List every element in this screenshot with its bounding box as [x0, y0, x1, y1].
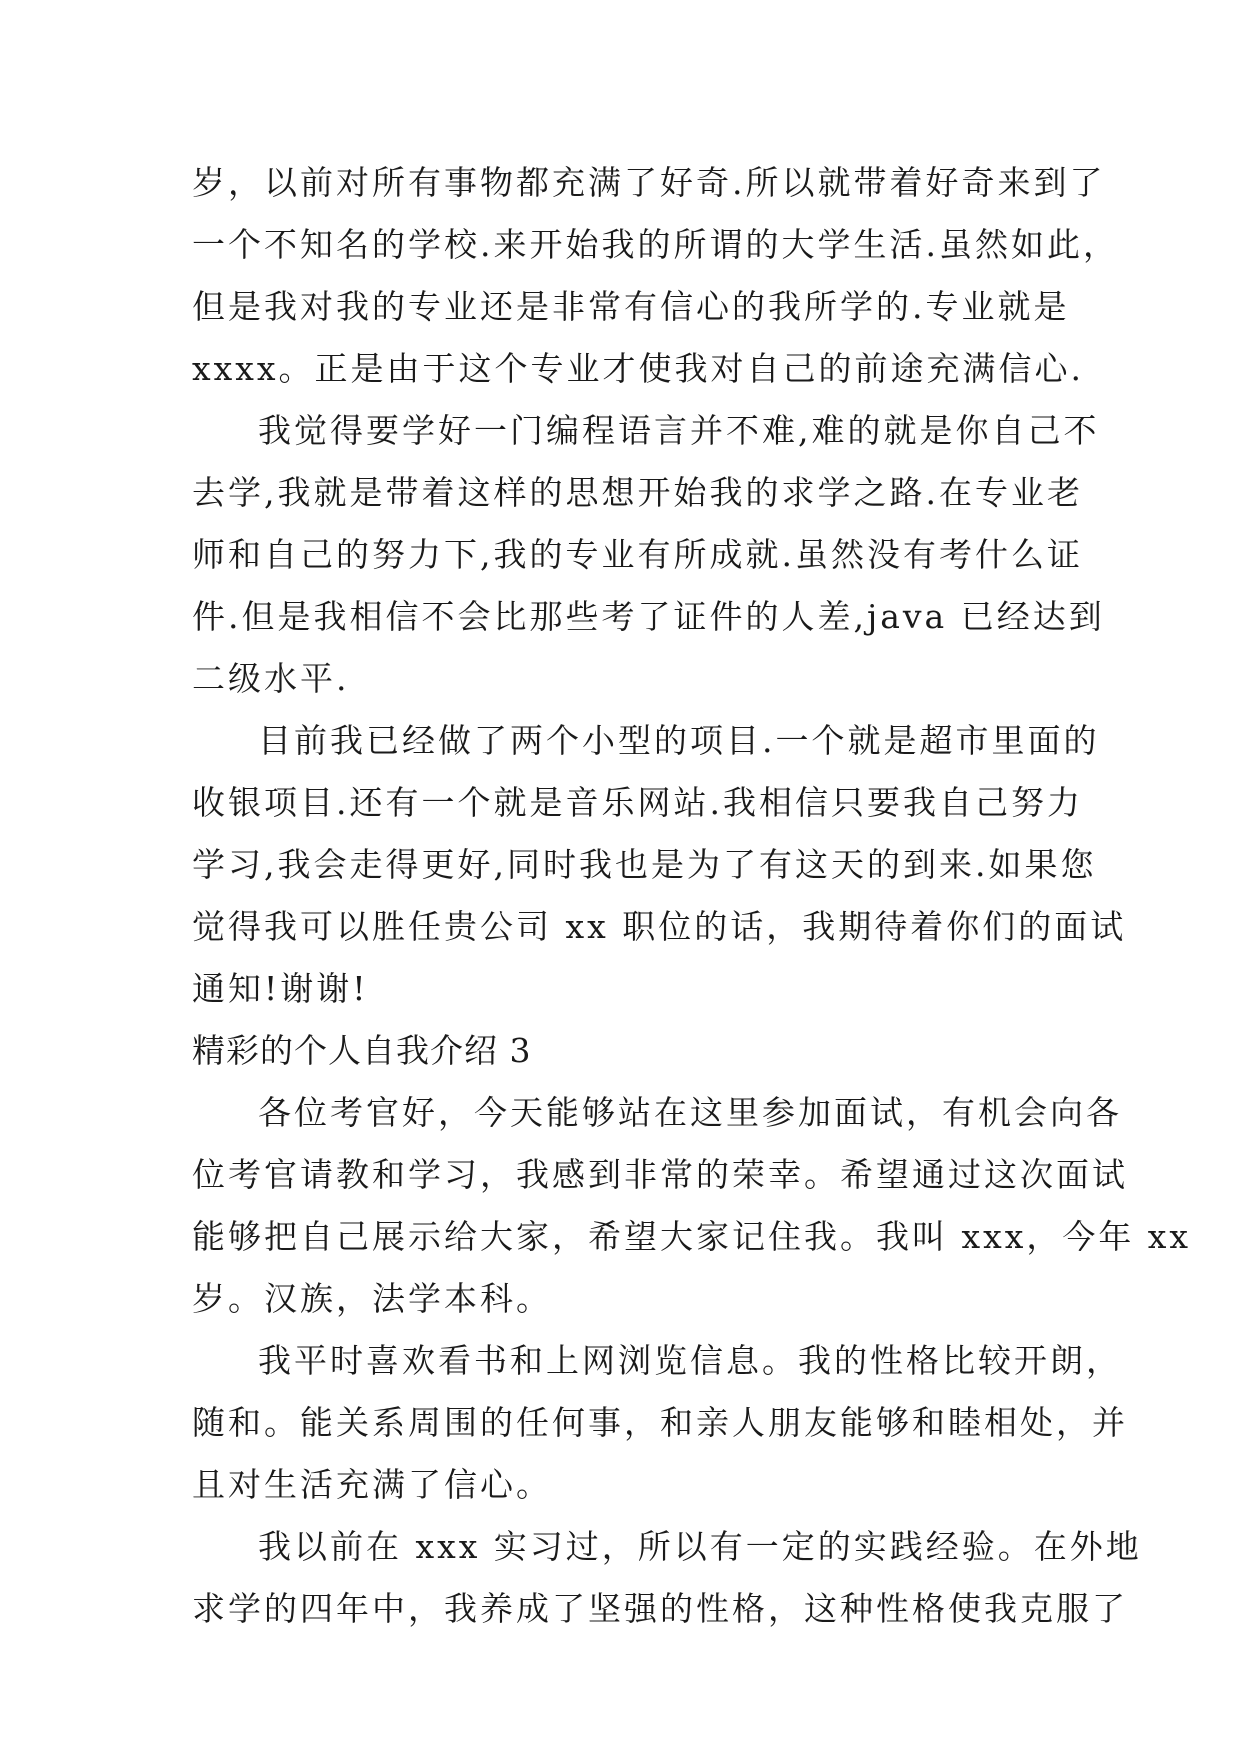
paragraph-first-line: 我平时喜欢看书和上网浏览信息。我的性格比较开朗， — [258, 1341, 1122, 1380]
paragraph-first-line: 目前我已经做了两个小型的项目.一个就是超市里面的 — [258, 721, 1100, 760]
text-line: 岁，以前对所有事物都充满了好奇.所以就带着好奇来到了 — [192, 163, 1106, 202]
paragraph-first-line: 我觉得要学好一门编程语言并不难,难的就是你自己不 — [258, 411, 1100, 450]
text-line: 随和。能关系周围的任何事，和亲人朋友能够和睦相处，并 — [192, 1403, 1128, 1442]
paragraph-first-line: 各位考官好，今天能够站在这里参加面试，有机会向各 — [258, 1093, 1122, 1132]
text-line: xxxx。正是由于这个专业才使我对自己的前途充满信心. — [192, 349, 1084, 388]
text-line: 一个不知名的学校.来开始我的所谓的大学生活.虽然如此， — [192, 225, 1119, 264]
text-line: 通知!谢谢! — [192, 969, 369, 1008]
text-line: 且对生活充满了信心。 — [192, 1465, 552, 1504]
text-line: 收银项目.还有一个就是音乐网站.我相信只要我自己努力 — [192, 783, 1083, 822]
text-line: 件.但是我相信不会比那些考了证件的人差,java 已经达到 — [192, 597, 1105, 636]
document-body — [192, 152, 1192, 1640]
text-line: 但是我对我的专业还是非常有信心的我所学的.专业就是 — [192, 287, 1070, 326]
text-line: 学习,我会走得更好,同时我也是为了有这天的到来.如果您 — [192, 845, 1097, 884]
text-line: 师和自己的努力下,我的专业有所成就.虽然没有考什么证 — [192, 535, 1083, 574]
text-line: 能够把自己展示给大家，希望大家记住我。我叫 xxx，今年 xx — [192, 1217, 1192, 1256]
text-line: 二级水平. — [192, 659, 350, 698]
text-line: 求学的四年中，我养成了坚强的性格，这种性格使我克服了 — [192, 1589, 1128, 1628]
text-line: 去学,我就是带着这样的思想开始我的求学之路.在专业老 — [192, 473, 1083, 512]
section-heading: 精彩的个人自我介绍 3 — [192, 1031, 532, 1070]
text-line: 岁。汉族，法学本科。 — [192, 1279, 552, 1318]
paragraph-first-line: 我以前在 xxx 实习过，所以有一定的实践经验。在外地 — [258, 1527, 1142, 1566]
text-line: 位考官请教和学习，我感到非常的荣幸。希望通过这次面试 — [192, 1155, 1128, 1194]
text-line: 觉得我可以胜任贵公司 xx 职位的话，我期待着你们的面试 — [192, 907, 1127, 946]
